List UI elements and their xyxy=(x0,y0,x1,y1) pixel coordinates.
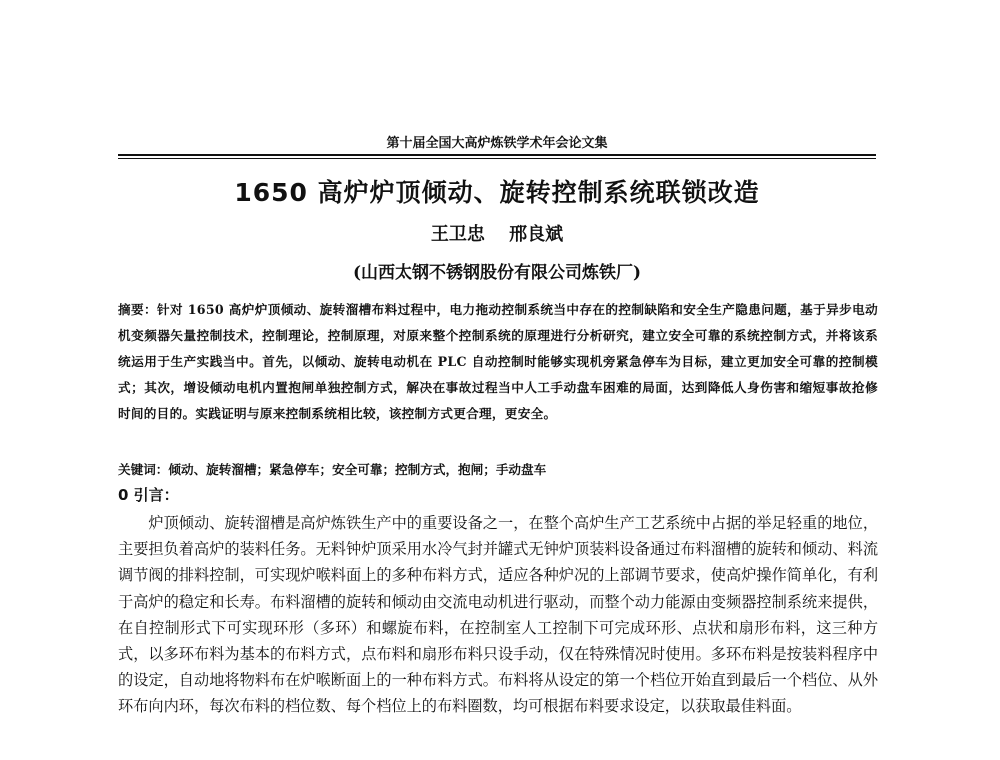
body-paragraph: 炉顶倾动、旋转溜槽是高炉炼铁生产中的重要设备之一，在整个高炉生产工艺系统中占据的举足轻重的地位，主要担负着高炉的装料任务。无料钟炉顶采用水冷气封并罐式无钟炉顶装料设备通过布料溜槽的旋转和倾动、料流调节阀的排料控制，可实现炉喉料面上的多种布料方式，适应各种炉况的上部调节要求，使高炉操作简单化，有利于高炉的稳定和长寿。布料溜槽的旋转和倾动由交流电动机进行驱动，而整个动力能源由变频器控制系统来提供，在自控制形式下可实现环形（多环）和螺旋布料，在控制室人工控制下可完成环形、点状和扇形布料，这三种方式，以多环布料为基本的布料方式，点布料和扇形布料只设手动，仅在特殊情况时使用。多环布料是按装料程序中的设定，自动地将物料布在炉喉断面上的一种布料方式。布料将从设定的第一个档位开始直到最后一个档位、从外环布向内环，每次布料的档位数、每个档位上的布料圈数，均可根据布料要求设定，以获取最佳料面。 xyxy=(118,514,878,716)
keywords-label: 关键词： xyxy=(118,462,169,477)
paper-title: 1650 高炉炉顶倾动、旋转控制系统联锁改造 xyxy=(234,178,760,207)
abstract-text: 针对 1650 高炉炉顶倾动、旋转溜槽布料过程中，电力拖动控制系统当中存在的控制缺陷和安全生产隐患问题，基于异步电动机变频器矢量控制技术，控制理论，控制原理，对原来整个控制系统的原理进行分析研究，建立安全可靠的系统控制方式，并将该系统运用于生产实践当中。首先，以倾动、旋转电动机在 PLC 自动控制时能够实现机旁紧急停车为目标，建立更加安全可靠的控制模式；其次，增设倾动电机内置抱闸单独控制方式，解决在事故过程当中人工手动盘车困难的局面，达到降低人身伤害和缩短事故抢修时间的目的。实践证明与原来控制系统相比较，该控制方式更合理，更安全。 xyxy=(118,302,878,421)
paper-affiliation: (山西太钢不锈钢股份有限公司炼铁厂) xyxy=(352,263,642,283)
keywords-text: 倾动、旋转溜槽；紧急停车；安全可靠；控制方式，抱闸；手动盘车 xyxy=(168,462,547,477)
running-header: 第十届全国大高炉炼铁学术年会论文集 xyxy=(386,136,608,151)
abstract xyxy=(118,297,878,427)
keywords xyxy=(118,459,878,478)
paper-authors: 王卫忠 邢良斌 xyxy=(430,224,564,245)
header-rule-thin xyxy=(118,158,876,159)
abstract-label: 摘要： xyxy=(118,302,157,317)
header-rule-thick xyxy=(118,154,876,156)
section-heading: 0 引言： xyxy=(118,486,179,504)
